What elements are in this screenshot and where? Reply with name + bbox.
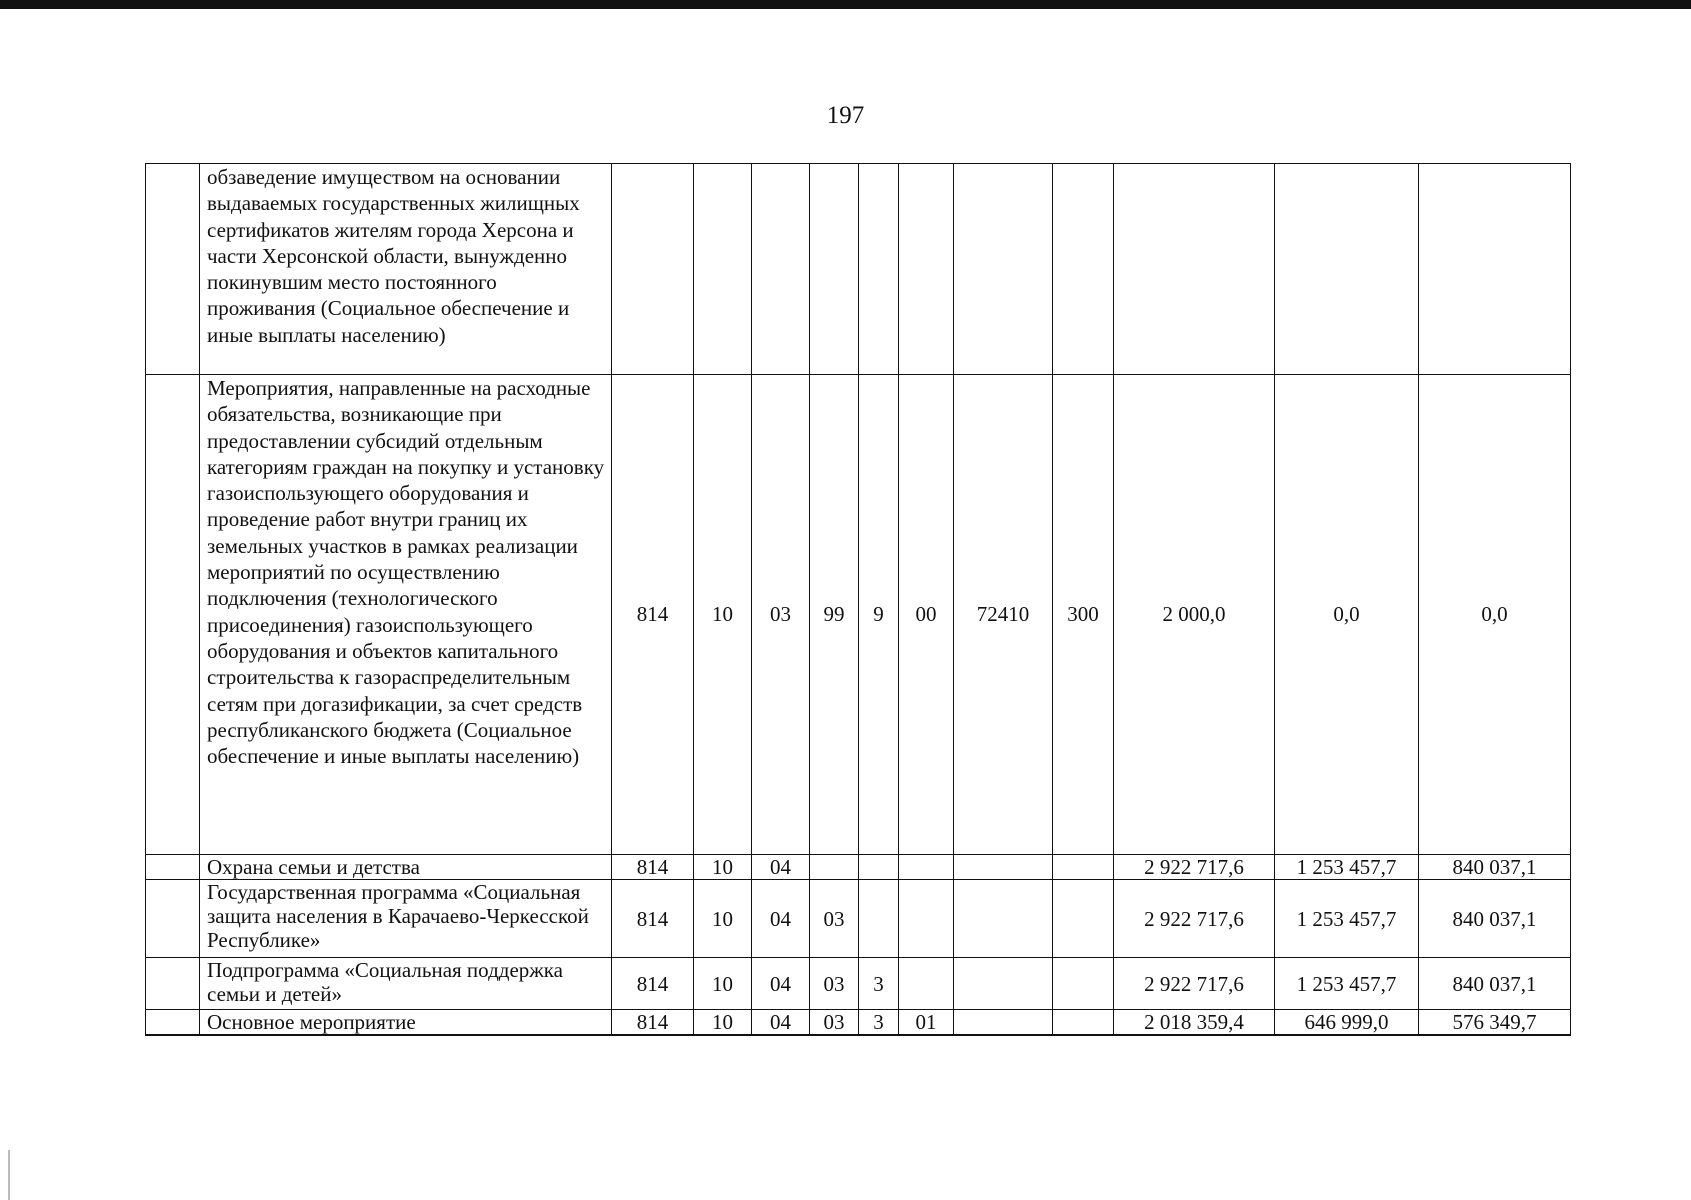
code-cell-3: 04: [752, 958, 810, 1010]
code-cell-1: 814: [612, 958, 694, 1010]
table-row: [146, 375, 1571, 855]
code-cell-1: 814: [612, 1010, 694, 1036]
code-cell-8: [1053, 855, 1114, 880]
sum-cell-3: 840 037,1: [1419, 880, 1571, 958]
code-cell-5: 3: [859, 958, 899, 1010]
code-cell-5: [859, 880, 899, 958]
code-cell-7: 72410: [954, 375, 1053, 855]
sum-cell-1: 2 922 717,6: [1114, 855, 1275, 880]
code-cell-7: [954, 880, 1053, 958]
code-cell-8: [1053, 164, 1114, 375]
code-cell-3: 04: [752, 880, 810, 958]
code-cell-7: [954, 164, 1053, 375]
budget-table: [145, 163, 1571, 1036]
code-cell-2: 10: [694, 1010, 752, 1036]
code-cell-8: [1053, 958, 1114, 1010]
code-cell-7: [954, 1010, 1053, 1036]
sum-cell-3: [1419, 164, 1571, 375]
code-cell-8: [1053, 1010, 1114, 1036]
code-cell-6: 00: [899, 375, 954, 855]
code-cell-4: 03: [810, 958, 859, 1010]
row-number-cell: [146, 1010, 200, 1036]
description-cell: обзаведение имуществом на основании выдаваемых государственных жилищных сертификатов жителям города Херсона и части Херсонской области, вынужденно покинувшим место постоянного проживания (Социальное обеспечение и иные выплаты населению): [200, 164, 612, 375]
code-cell-4: [810, 855, 859, 880]
sum-cell-2: 1 253 457,7: [1275, 958, 1419, 1010]
sum-cell-1: 2 000,0: [1114, 375, 1275, 855]
sum-cell-3: 840 037,1: [1419, 958, 1571, 1010]
table-row: [146, 855, 1571, 880]
page-number: 197: [826, 102, 865, 129]
code-cell-2: 10: [694, 855, 752, 880]
code-cell-6: [899, 958, 954, 1010]
code-cell-1: 814: [612, 880, 694, 958]
code-cell-4: 03: [810, 1010, 859, 1036]
code-cell-7: [954, 958, 1053, 1010]
row-number-cell: [146, 958, 200, 1010]
code-cell-5: 3: [859, 1010, 899, 1036]
table-row: [146, 880, 1571, 958]
sum-cell-1: 2 018 359,4: [1114, 1010, 1275, 1036]
code-cell-1: [612, 164, 694, 375]
sum-cell-3: 576 349,7: [1419, 1010, 1571, 1036]
code-cell-5: 9: [859, 375, 899, 855]
code-cell-6: 01: [899, 1010, 954, 1036]
top-border-bar: [0, 0, 1691, 9]
code-cell-3: [752, 164, 810, 375]
description-cell: Основное мероприятие: [200, 1010, 612, 1036]
row-number-cell: [146, 375, 200, 855]
code-cell-1: 814: [612, 375, 694, 855]
code-cell-4: [810, 164, 859, 375]
code-cell-4: 03: [810, 880, 859, 958]
sum-cell-1: 2 922 717,6: [1114, 958, 1275, 1010]
row-number-cell: [146, 164, 200, 375]
sum-cell-1: 2 922 717,6: [1114, 880, 1275, 958]
code-cell-2: [694, 164, 752, 375]
code-cell-7: [954, 855, 1053, 880]
sum-cell-3: 840 037,1: [1419, 855, 1571, 880]
sum-cell-3: 0,0: [1419, 375, 1571, 855]
code-cell-4: 99: [810, 375, 859, 855]
table-row: [146, 164, 1571, 375]
sum-cell-1: [1114, 164, 1275, 375]
code-cell-6: [899, 880, 954, 958]
code-cell-3: 04: [752, 1010, 810, 1036]
code-cell-3: 03: [752, 375, 810, 855]
code-cell-2: 10: [694, 880, 752, 958]
table-row: [146, 1010, 1571, 1036]
sum-cell-2: 1 253 457,7: [1275, 855, 1419, 880]
sum-cell-2: 646 999,0: [1275, 1010, 1419, 1036]
code-cell-5: [859, 855, 899, 880]
code-cell-8: 300: [1053, 375, 1114, 855]
code-cell-6: [899, 164, 954, 375]
code-cell-2: 10: [694, 375, 752, 855]
code-cell-3: 04: [752, 855, 810, 880]
code-cell-6: [899, 855, 954, 880]
code-cell-2: 10: [694, 958, 752, 1010]
description-cell: Охрана семьи и детства: [200, 855, 612, 880]
code-cell-5: [859, 164, 899, 375]
sum-cell-2: [1275, 164, 1419, 375]
description-cell: Подпрограмма «Социальная поддержка семьи и детей»: [200, 958, 612, 1010]
row-number-cell: [146, 855, 200, 880]
row-number-cell: [146, 880, 200, 958]
table-row: [146, 958, 1571, 1010]
sum-cell-2: 1 253 457,7: [1275, 880, 1419, 958]
description-cell: Государственная программа «Социальная защита населения в Карачаево-Черкесской Республике»: [200, 880, 612, 958]
sum-cell-2: 0,0: [1275, 375, 1419, 855]
scan-edge-mark: [8, 1150, 10, 1200]
code-cell-1: 814: [612, 855, 694, 880]
description-cell: Мероприятия, направленные на расходные обязательства, возникающие при предоставлении субсидий отдельным категориям граждан на покупку и установку газоиспользующего оборудования и проведение работ внутри границ их земельных участков в рамках реализации мероприятий по осуществлению подключения (технологического присоединения) газоиспользующего оборудования и объектов капитального строительства к газораспределительным сетям при догазификации, за счет средств республиканского бюджета (Социальное обеспечение и иные выплаты населению): [200, 375, 612, 855]
code-cell-8: [1053, 880, 1114, 958]
